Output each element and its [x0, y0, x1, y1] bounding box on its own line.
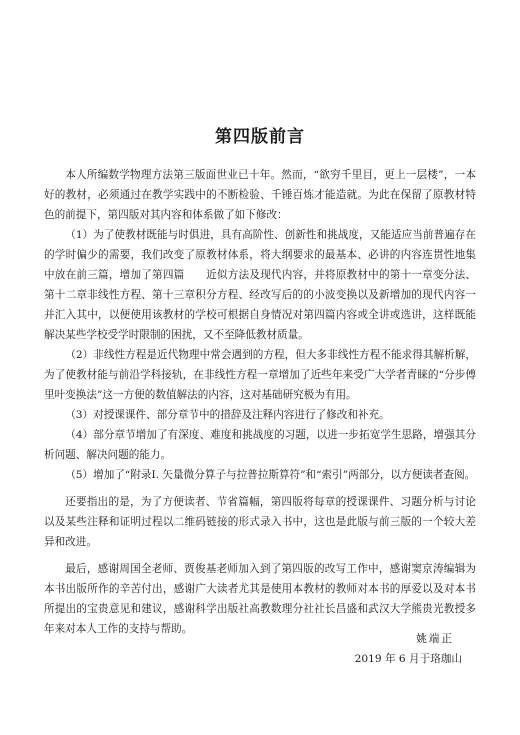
paragraph-item-4: （4）部分章节增加了有深度、难度和挑战度的习题，以进一步拓宽学生思路，增强其分析问题、解决问题的能力。: [44, 429, 476, 461]
signature-date-place: 2019 年 6 月于珞珈山: [354, 653, 462, 665]
paragraph-intro: 本人所编数学物理方法第三版面世业已十年。然而，“欲穷千里目，更上一层楼”，一本好的教材，必须通过在教学实践中的不断检验、千锤百炼才能造就。为此在保留了原教材特色的前提下，第四版对其内容和体系做了如下修改：: [44, 169, 476, 221]
page-title: 第四版前言: [215, 127, 305, 147]
paragraph-note: 还要指出的是，为了方便读者、节省篇幅，第四版将每章的授课课件、习题分析与讨论以及某些注释和证明过程以二维码链接的形式录入书中，这也是此版与前三版的一个较大差异和改进。: [44, 496, 476, 548]
paragraph-item-3: （3）对授课课件、部分章节中的措辞及注释内容进行了修改和补充。: [65, 409, 390, 421]
author-name: 姚端正: [416, 633, 454, 645]
signature-block: [0, 629, 462, 669]
paragraph-item-1: （1）为了使教材既能与时俱进，具有高阶性、创新性和挑战度，又能适应当前普遍存在的学时偏少的需要，我们改变了原教材体系，将大纲要求的最基本、必讲的内容连贯性地集中放在前三篇，增加了第四篇 近似方法及现代内容，并将原教材中的第十一章变分法、第十二章非线性方程、第十三章积分方程、经改写后的的小波变换以及新增加的现代内容一并汇入其中，以便使用该教材的学校可根据自身情况对第四篇内容或全讲或选讲，这样既能解决某些学校受学时限制的困扰，又不至降低教材质量。: [44, 229, 476, 341]
paragraph-item-5: （5）增加了“附录Ⅰ. 矢量微分算子与拉普拉斯算符”和“索引”两部分，以方便读者查阅。: [65, 469, 476, 481]
paragraph-item-2: （2）非线性方程是近代物理中常会遇到的方程，但大多非线性方程不能求得其解析解，为了使教材能与前沿学科接轨，在非线性方程一章增加了近些年来受广大学者青睐的“分步傅里叶变换法”这一方便的数值解法的内容，这对基础研究极为有用。: [44, 349, 476, 401]
paragraph-acknowledgements: 最后，感谢周国全老师、贾俊基老师加入到了第四版的改写工作中，感谢窦京涛编辑为本书出版所作的辛苦付出，感谢广大读者尤其是使用本教材的教师对本书的厚爱以及对本书所提出的宝贵意见和建议，感谢科学出版社高教数理分社社长昌盛和武汉大学熊贵光教授多年来对本人工作的支持与帮助。: [44, 563, 476, 635]
